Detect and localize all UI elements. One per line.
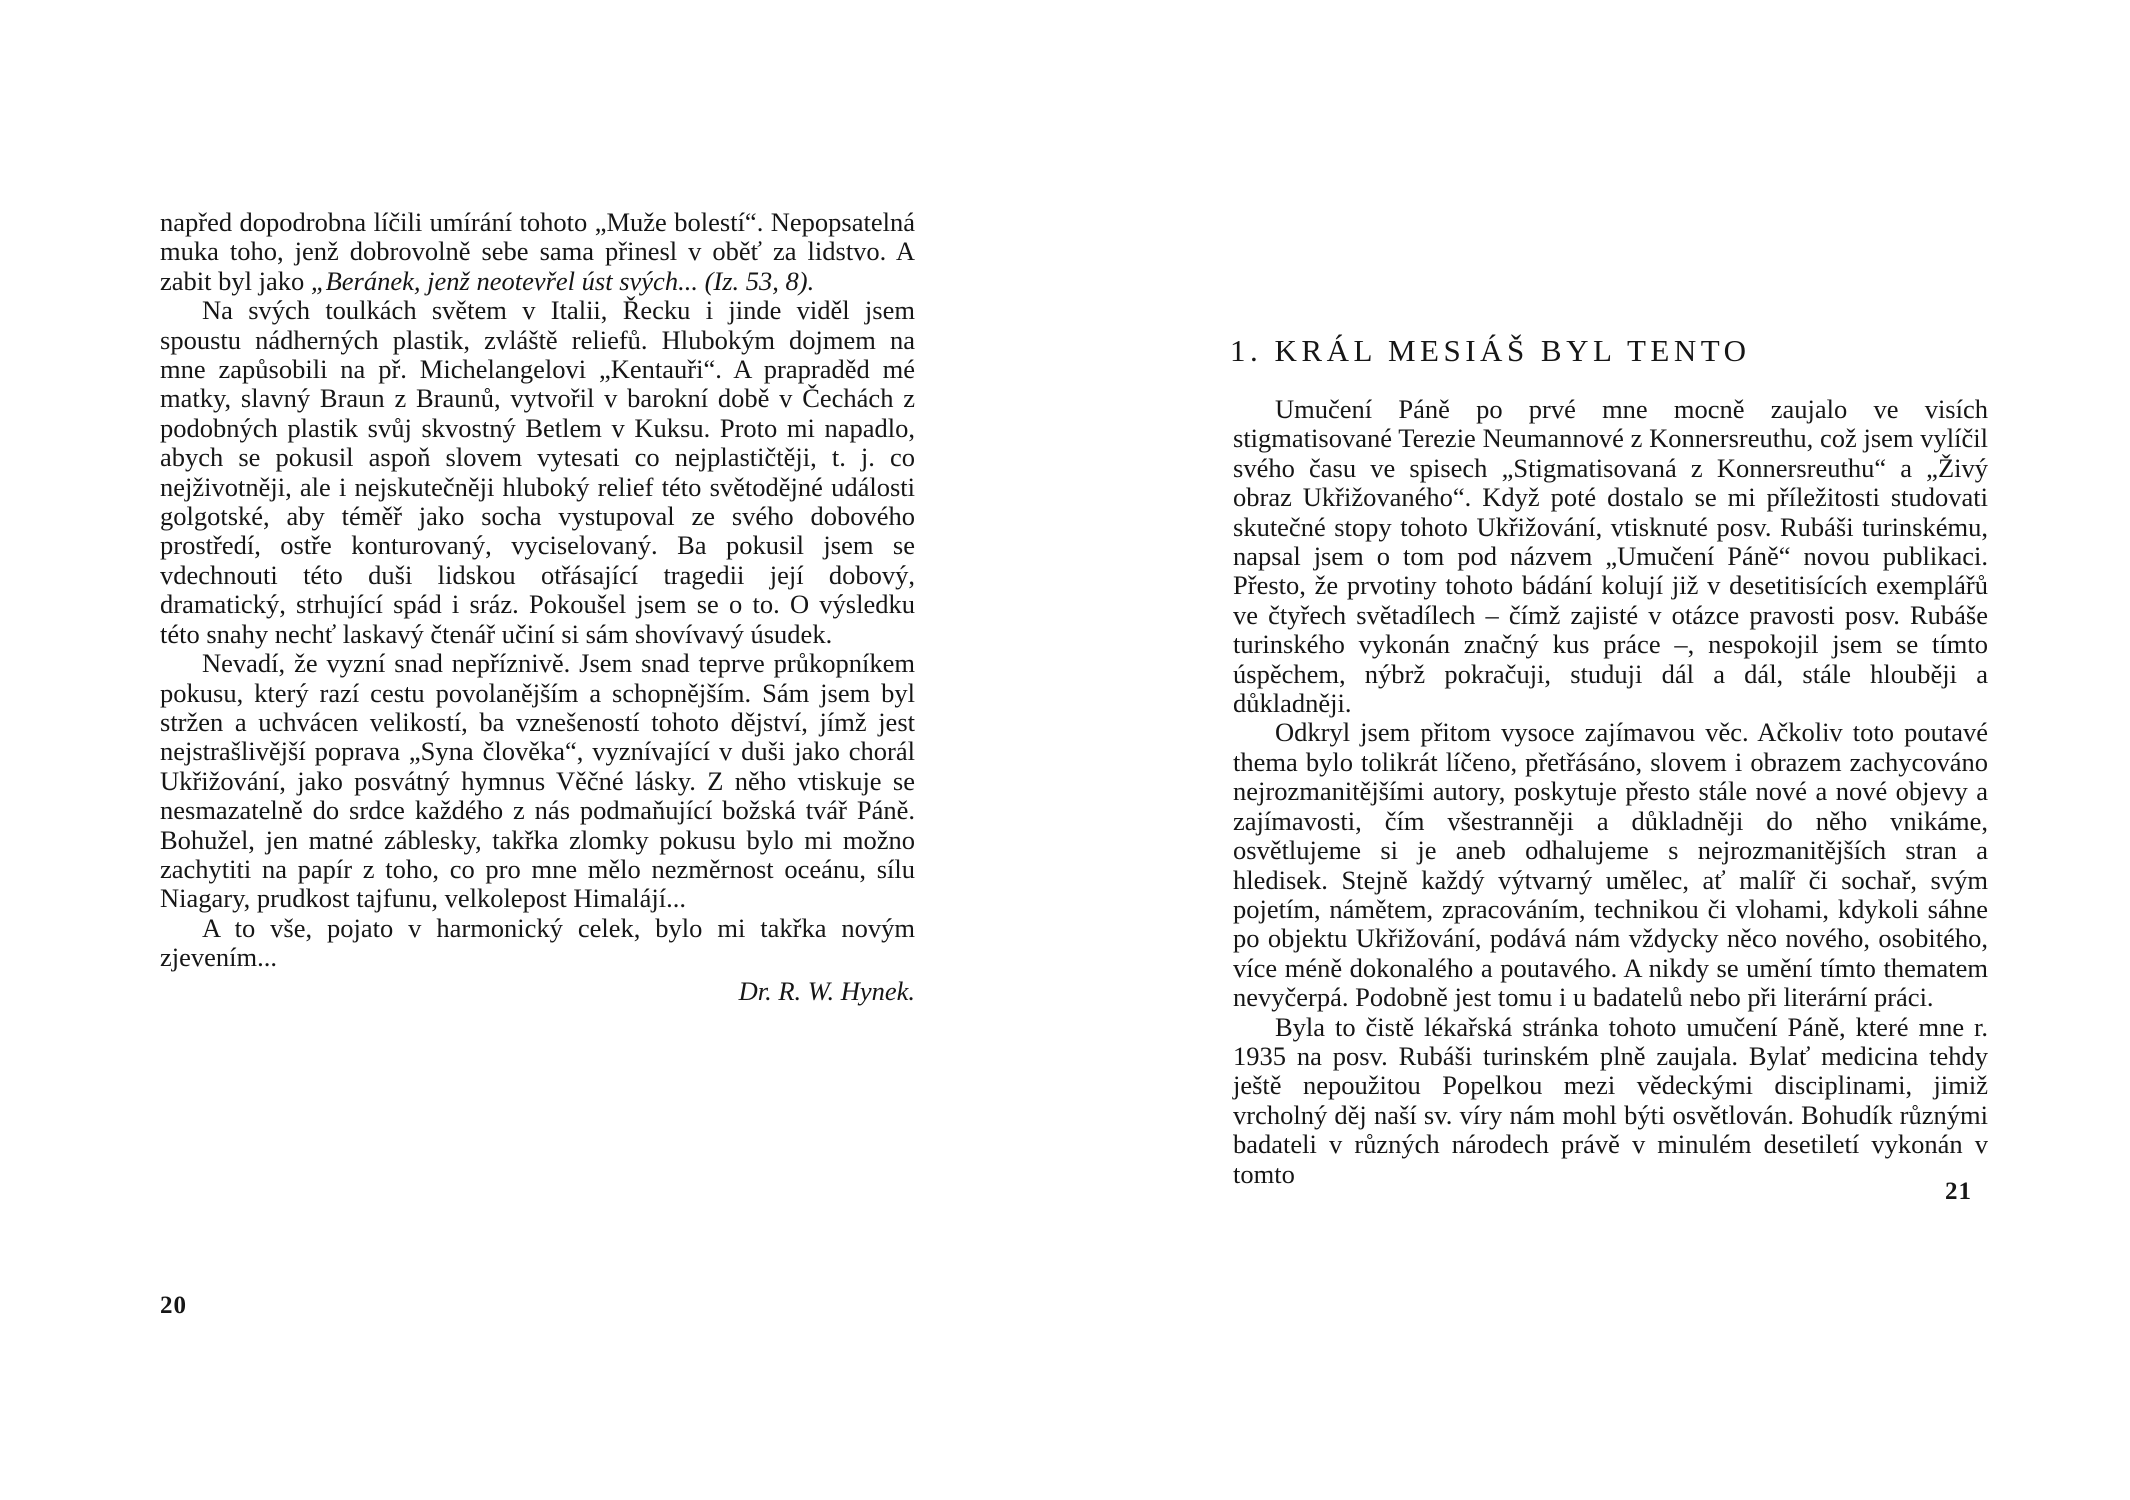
- left-page-text: [160, 208, 915, 1006]
- right-page: [1065, 0, 2130, 1500]
- left-paragraph-4: [160, 914, 915, 973]
- left-paragraph-2: [160, 296, 915, 649]
- page-number-left: 20: [160, 1292, 187, 1319]
- paragraph-text: Nevadí, že vyzní snad nepříznivě. Jsem snad teprve průkopníkem pokusu, který razí cestu povolanějším a schopnějším. Sám jsem byl stržen a uchvácen velikostí, ba vznešeností tohoto dějství, jímž jest nejstrašlivější poprava „Syna člověka“, vyznívající v duši jako chorál Ukřižování, jako posvátný hymnus Věčné lásky. Z něho vtiskuje se nesmazatelně do srdce každého z nás podmaňující božská tvář Páně. Bohužel, jen matné záblesky, takřka zlomky pokusu bylo mi možno zachytiti na papír z toho, co pro mne mělo nezměrnost oceánu, sílu Niagary, prudkost tajfunu, velkolepost Himalájí...: [160, 648, 915, 914]
- chapter-heading: 1. KRÁL MESIÁŠ BYL TENTO: [1230, 333, 1751, 368]
- left-paragraph-3: [160, 649, 915, 914]
- paragraph-text: Na svých toulkách světem v Italii, Řecku i jinde viděl jsem spoustu nádherných plastik, zvláště reliefů. Hlubokým dojmem na mne zapůsobili na př. Michelangelovi „Kentauři“. A prapraděd mé matky, slavný Braun z Braunů, vytvořil v barokní době v Čechách z podobných plastik svůj skvostný Betlem v Kuksu. Proto mi napadlo, abych se pokusil aspoň slovem vytesati co nejplastičtěji, t. j. co nejživotněji, ale i nejskutečněji hluboký relief této světodějné události golgotské, aby téměř jako socha vystupoval ze svého dobového prostředí, ostře konturovaný, vyciselovaný. Ba pokusil jsem se vdechnouti této duši lidskou otřásající tragedii její dobový, dramatický, strhující spád i sráz. Pokoušel jsem se o to. O výsledku této snahy nechť laskavý čtenář učiní si sám shovívavý úsudek.: [160, 295, 915, 649]
- paragraph-text: napřed dopodrobna líčili umírání tohoto „Muže bolestí“. Nepopsatelná muka toho, jenž dobrovolně sebe sama přinesl v oběť za lidstvo. A zabit byl jako: [160, 207, 915, 296]
- right-paragraph-2: Odkryl jsem přitom vysoce zajímavou věc. Ačkoliv toto poutavé thema bylo tolikrát líčeno, přetřásáno, slovem i obrazem zachycováno nejrozmanitějšími autory, poskytuje přesto stále nové a nové objevy a zajímavosti, čím všestranněji a důkladněji do něho vnikáme, osvětlujeme si je aneb odhalujeme s nejrozmanitějších stran a hledisek. Stejně každý výtvarný umělec, ať malíř či sochař, svým pojetím, námětem, zpracováním, technikou či vlohami, kdykoli sáhne po objektu Ukřižování, podává nám vždycky něco nového, osobitého, více méně dokonalého a poutavého. A nikdy se umění tímto thematem nevyčerpá. Podobně jest tomu i u badatelů nebo při literární práci.: [1233, 717, 1988, 1013]
- right-page-text: [1233, 395, 1988, 1189]
- scripture-quote: „Beránek, jenž neotevřel úst svých... (Iz. 53, 8).: [310, 265, 815, 296]
- right-paragraph-1: Umučení Páně po prvé mne mocně zaujalo ve visích stigmatisované Terezie Neumannové z Konnersreuthu, což jsem vylíčil svého času ve spisech „Stigmatisovaná z Konnersreuthu“ a „Živý obraz Ukřižovaného“. Když poté dostalo se mi příležitosti studovati skutečné stopy tohoto Ukřižování, vtisknuté posv. Rubáši turinskému, napsal jsem o tom pod názvem „Umučení Páně“ novou publikaci. Přesto, že prvotiny tohoto bádání kolují již v desetitisících exemplářů ve čtyřech světadílech – čímž zajisté v otázce pravosti posv. Rubáše turinského vykonán značný kus práce –, nespokojil jsem se tímto úspěchem, nýbrž pokračuji, studuji dál a dál, stále hlouběji a důkladněji.: [1233, 394, 1988, 719]
- right-paragraph-3: Byla to čistě lékařská stránka tohoto umučení Páně, které mne r. 1935 na posv. Rubáši turinském plně zaujala. Bylať medicina tehdy ještě nepoužitou Popelkou mezi vědeckými disciplinami, jimiž vrcholný děj naší sv. víry nám mohl býti osvětlován. Bohudík různými badateli v různých národech právě v minulém desetiletí vykonán v tomto: [1233, 1011, 1988, 1189]
- page-number-right: 21: [1945, 1178, 1972, 1205]
- author-signature: Dr. R. W. Hynek.: [738, 975, 915, 1006]
- left-paragraph-1: [160, 208, 915, 296]
- paragraph-text: A to vše, pojato v harmonický celek, bylo mi takřka novým zjevením...: [160, 912, 915, 973]
